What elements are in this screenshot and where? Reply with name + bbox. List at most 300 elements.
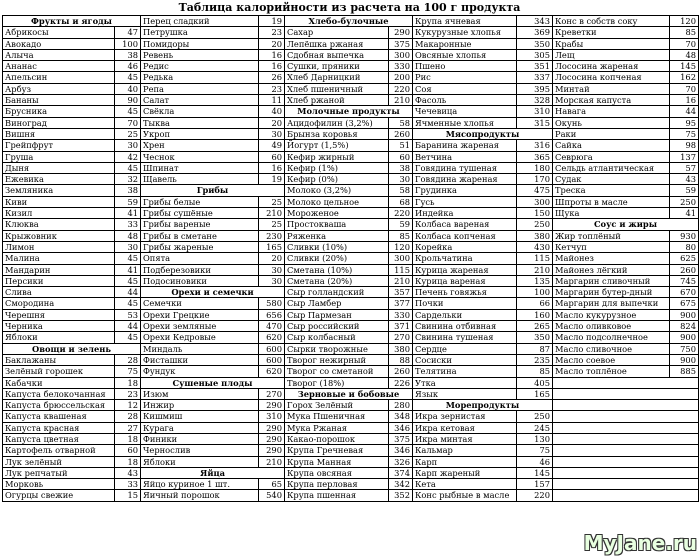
product-name: Яичный порошок	[141, 490, 259, 501]
product-name: Опята	[141, 253, 259, 264]
calorie-value: 675	[670, 298, 699, 309]
calorie-value: 310	[517, 106, 553, 117]
calorie-value: 290	[259, 422, 285, 433]
product-name: Хлеб ржаной	[285, 95, 389, 106]
product-name: Масло подсолнечное	[553, 332, 670, 343]
calorie-value: 220	[517, 490, 553, 501]
product-name: Хлеб пшеничный	[285, 83, 389, 94]
calorie-value: 342	[389, 479, 413, 490]
calorie-value: 25	[115, 128, 141, 139]
calorie-value: 32	[115, 174, 141, 185]
calorie-value: 33	[115, 479, 141, 490]
table-row	[3, 354, 699, 365]
calorie-value: 25	[259, 219, 285, 230]
section-header: Фрукты и ягоды	[3, 16, 141, 27]
calorie-value: 60	[115, 445, 141, 456]
product-name: Сыр российский	[285, 321, 389, 332]
product-name: Ветчина	[413, 151, 517, 162]
calorie-value: 11	[259, 95, 285, 106]
calorie-value: 350	[517, 38, 553, 49]
calorie-value: 60	[259, 151, 285, 162]
calorie-value: 145	[670, 61, 699, 72]
product-name: Сливки (20%)	[285, 253, 389, 264]
empty-cell	[553, 490, 699, 501]
calorie-value: 30	[115, 140, 141, 151]
calorie-value: 160	[517, 309, 553, 320]
product-name: Инжир	[141, 400, 259, 411]
product-name: Утка	[413, 377, 517, 388]
section-header: Орехи и семечки	[141, 287, 285, 298]
product-name: Огурцы свежие	[3, 490, 115, 501]
product-name: Молоко (3,2%)	[285, 185, 389, 196]
product-name: Картофель отварной	[3, 445, 115, 456]
product-name: Капуста брюссельская	[3, 400, 115, 411]
product-name: Орехи Кедровые	[141, 332, 259, 343]
product-name: Кефир (0%)	[285, 174, 389, 185]
calorie-value: 41	[115, 264, 141, 275]
product-name: Свёкла	[141, 106, 259, 117]
calorie-value: 41	[670, 208, 699, 219]
calorie-value: 350	[517, 332, 553, 343]
product-name: Овсяные хлопья	[413, 49, 517, 60]
product-name: Сайка	[553, 140, 670, 151]
product-name: Жир топлёный	[553, 230, 670, 241]
product-name: Щавель	[141, 174, 259, 185]
table-row	[3, 433, 699, 444]
calorie-value: 290	[259, 445, 285, 456]
product-name: Говядина тушеная	[413, 162, 517, 173]
calorie-value: 33	[115, 219, 141, 230]
product-name: Творог со сметаной	[285, 366, 389, 377]
table-row	[3, 253, 699, 264]
calorie-value: 315	[517, 117, 553, 128]
table-row	[3, 185, 699, 196]
product-name: Капуста красная	[3, 422, 115, 433]
calorie-value: 540	[259, 490, 285, 501]
product-name: Земляника	[3, 185, 115, 196]
product-name: Горох Зелёный	[285, 400, 389, 411]
calorie-value: 330	[389, 61, 413, 72]
calorie-value: 250	[517, 219, 553, 230]
product-name: Навага	[553, 106, 670, 117]
product-name: Хрен	[141, 140, 259, 151]
calorie-value: 47	[115, 27, 141, 38]
calorie-value: 374	[389, 467, 413, 478]
calorie-value: 70	[670, 83, 699, 94]
calorie-value: 300	[517, 196, 553, 207]
product-name: Ананас	[3, 61, 115, 72]
calorie-value: 90	[115, 95, 141, 106]
calorie-value: 45	[115, 106, 141, 117]
product-name: Виноград	[3, 117, 115, 128]
calorie-value: 351	[517, 61, 553, 72]
calorie-value: 824	[670, 321, 699, 332]
calorie-value: 157	[517, 479, 553, 490]
empty-cell	[553, 445, 699, 456]
table-row	[3, 456, 699, 467]
calorie-value: 95	[670, 117, 699, 128]
product-name: Лук репчатый	[3, 467, 115, 478]
product-name: Капуста квашеная	[3, 411, 115, 422]
table-row	[3, 490, 699, 501]
calorie-value: 26	[259, 72, 285, 83]
calorie-value: 328	[517, 95, 553, 106]
calorie-value: 145	[517, 467, 553, 478]
product-name: Брусника	[3, 106, 115, 117]
calorie-value: 220	[389, 208, 413, 219]
calorie-value: 170	[517, 174, 553, 185]
section-header: Соус и жиры	[553, 219, 699, 230]
table-row	[3, 321, 699, 332]
product-name: Подосиновики	[141, 275, 259, 286]
section-header: Яйца	[141, 467, 285, 478]
calorie-value: 100	[115, 38, 141, 49]
product-name: Грибы вареные	[141, 219, 259, 230]
calorie-value: 48	[670, 49, 699, 60]
calorie-value: 310	[259, 411, 285, 422]
product-name: Печень говяжья	[413, 287, 517, 298]
product-name: Кетчуп	[553, 241, 670, 252]
product-name: Финики	[141, 433, 259, 444]
product-name: Грибы белые	[141, 196, 259, 207]
product-name: Мандарин	[3, 264, 115, 275]
calorie-value: 250	[670, 196, 699, 207]
product-name: Гусь	[413, 196, 517, 207]
calorie-value: 900	[670, 354, 699, 365]
product-name: Яблоки	[3, 332, 115, 343]
calorie-value: 23	[259, 83, 285, 94]
table-row	[3, 298, 699, 309]
calorie-value: 30	[259, 275, 285, 286]
table-row	[3, 61, 699, 72]
product-name: Смородина	[3, 298, 115, 309]
product-name: Сыр колбасный	[285, 332, 389, 343]
calorie-value: 210	[389, 95, 413, 106]
calorie-value: 45	[115, 298, 141, 309]
product-name: Сдобная выпечка	[285, 49, 389, 60]
product-name: Капуста белокочанная	[3, 388, 115, 399]
product-name: Фундук	[141, 366, 259, 377]
calorie-value: 19	[259, 16, 285, 27]
product-name: Телятина	[413, 366, 517, 377]
product-name: Ежевика	[3, 174, 115, 185]
calorie-value: 235	[517, 354, 553, 365]
product-name: Сырки творожные	[285, 343, 389, 354]
empty-cell	[553, 422, 699, 433]
calorie-value: 260	[389, 366, 413, 377]
product-name: Апельсин	[3, 72, 115, 83]
product-name: Черника	[3, 321, 115, 332]
calorie-value: 44	[115, 287, 141, 298]
calorie-value: 300	[389, 253, 413, 264]
calorie-value: 16	[670, 95, 699, 106]
calorie-value: 375	[389, 433, 413, 444]
product-name: Лук зелёный	[3, 456, 115, 467]
table-row	[3, 95, 699, 106]
product-name: Курица вареная	[413, 275, 517, 286]
calorie-value: 75	[115, 366, 141, 377]
calorie-value: 150	[517, 208, 553, 219]
product-name: Ячменные хлопья	[413, 117, 517, 128]
product-name: Сыр голландский	[285, 287, 389, 298]
table-row	[3, 388, 699, 399]
section-header: Сушеные плоды	[141, 377, 285, 388]
calorie-value: 59	[115, 196, 141, 207]
product-name: Грудинка	[413, 185, 517, 196]
calorie-value: 210	[389, 275, 413, 286]
section-header: Молочные продукты	[285, 106, 413, 117]
calorie-value: 165	[259, 241, 285, 252]
product-name: Сметана (20%)	[285, 275, 389, 286]
calorie-value: 23	[259, 27, 285, 38]
empty-cell	[553, 433, 699, 444]
table-row	[3, 83, 699, 94]
calorie-value: 42	[115, 151, 141, 162]
calorie-value: 137	[670, 151, 699, 162]
calorie-value: 58	[389, 117, 413, 128]
product-name: Сливки (10%)	[285, 241, 389, 252]
table-row	[3, 128, 699, 139]
product-name: Раки	[553, 128, 670, 139]
product-name: Лососина копченая	[553, 72, 670, 83]
table-row	[3, 196, 699, 207]
calorie-value: 30	[259, 128, 285, 139]
product-name: Вишня	[3, 128, 115, 139]
product-name: Макаронные	[413, 38, 517, 49]
calorie-value: 280	[389, 400, 413, 411]
product-name: Курага	[141, 422, 259, 433]
table-row	[3, 479, 699, 490]
calorie-value: 59	[670, 185, 699, 196]
table-row	[3, 241, 699, 252]
product-name: Авокадо	[3, 38, 115, 49]
calorie-value: 656	[259, 309, 285, 320]
calorie-value: 290	[259, 433, 285, 444]
calorie-value: 43	[670, 174, 699, 185]
calorie-value: 245	[517, 422, 553, 433]
calorie-value: 165	[517, 388, 553, 399]
product-name: Конс в собств соку	[553, 16, 670, 27]
calorie-value: 375	[389, 38, 413, 49]
product-name: Грибы в сметане	[141, 230, 259, 241]
calorie-value: 45	[115, 72, 141, 83]
calorie-value: 305	[517, 49, 553, 60]
table-row	[3, 264, 699, 275]
product-name: Лепёшка ржаная	[285, 38, 389, 49]
product-name: Колбаса копченая	[413, 230, 517, 241]
product-name: Кукурузные хлопья	[413, 27, 517, 38]
product-name: Арбуз	[3, 83, 115, 94]
product-name: Морковь	[3, 479, 115, 490]
product-name: Груша	[3, 151, 115, 162]
calorie-value: 45	[115, 253, 141, 264]
table-row	[3, 377, 699, 388]
product-name: Слива	[3, 287, 115, 298]
product-name: Хлеб Дарницкий	[285, 72, 389, 83]
product-name: Карп жареный	[413, 467, 517, 478]
product-name: Свинина тушеная	[413, 332, 517, 343]
calorie-value: 352	[389, 490, 413, 501]
calorie-value: 75	[517, 445, 553, 456]
calorie-value: 260	[389, 128, 413, 139]
calorie-value: 210	[259, 208, 285, 219]
product-name: Подберезовики	[141, 264, 259, 275]
table-row	[3, 106, 699, 117]
calorie-value: 38	[389, 162, 413, 173]
calorie-value: 430	[517, 241, 553, 252]
calorie-value: 930	[670, 230, 699, 241]
calorie-value: 58	[389, 185, 413, 196]
table-body	[3, 16, 699, 502]
product-name: Судак	[553, 174, 670, 185]
calorie-value: 330	[389, 309, 413, 320]
calorie-value: 75	[670, 128, 699, 139]
calorie-value: 15	[115, 490, 141, 501]
product-name: Морская капуста	[553, 95, 670, 106]
calorie-value: 98	[670, 140, 699, 151]
product-name: Сардельки	[413, 309, 517, 320]
calorie-value: 260	[670, 264, 699, 275]
product-name: Баклажаны	[3, 354, 115, 365]
product-name: Масло оливковое	[553, 321, 670, 332]
product-name: Крупа пшенная	[285, 490, 389, 501]
product-name: Кальмар	[413, 445, 517, 456]
calorie-value: 115	[517, 253, 553, 264]
calorie-value: 580	[259, 298, 285, 309]
calorie-value: 620	[259, 332, 285, 343]
calorie-value: 900	[670, 332, 699, 343]
table-row	[3, 151, 699, 162]
product-name: Брынза коровья	[285, 128, 389, 139]
calorie-value: 48	[115, 230, 141, 241]
product-name: Фасоль	[413, 95, 517, 106]
section-header: Хлебо-булочные	[285, 16, 413, 27]
calorie-value: 200	[389, 72, 413, 83]
calorie-value: 270	[389, 332, 413, 343]
calorie-value: 210	[517, 264, 553, 275]
calorie-value: 23	[115, 388, 141, 399]
product-name: Треска	[553, 185, 670, 196]
product-name: Кефир жирный	[285, 151, 389, 162]
table-row	[3, 343, 699, 354]
product-name: Мука Пшеничная	[285, 411, 389, 422]
product-name: Рис	[413, 72, 517, 83]
product-name: Крольчатина	[413, 253, 517, 264]
product-name: Сушки, пряники	[285, 61, 389, 72]
product-name: Свинина отбивная	[413, 321, 517, 332]
calorie-value: 346	[389, 422, 413, 433]
calorie-value: 115	[389, 264, 413, 275]
product-name: Малина	[3, 253, 115, 264]
calorie-value: 371	[389, 321, 413, 332]
calorie-value: 135	[517, 275, 553, 286]
product-name: Говядина жареная	[413, 174, 517, 185]
table-row	[3, 72, 699, 83]
product-name: Маргарин бутер-дный	[553, 287, 670, 298]
calorie-value: 30	[115, 241, 141, 252]
calorie-value: 87	[517, 343, 553, 354]
empty-cell	[553, 400, 699, 411]
product-name: Крупа перловая	[285, 479, 389, 490]
product-name: Сметана (10%)	[285, 264, 389, 275]
calorie-value: 28	[115, 411, 141, 422]
calorie-value: 30	[259, 264, 285, 275]
calorie-value: 100	[517, 287, 553, 298]
table-row	[3, 332, 699, 343]
calorie-value: 65	[259, 479, 285, 490]
calorie-value: 210	[259, 456, 285, 467]
table-row	[3, 445, 699, 456]
calorie-value: 18	[115, 377, 141, 388]
section-header: Зерновые и бобовые	[285, 388, 413, 399]
calorie-value: 226	[389, 377, 413, 388]
empty-cell	[553, 456, 699, 467]
product-name: Креветки	[553, 27, 670, 38]
product-name: Мороженое	[285, 208, 389, 219]
calorie-value: 28	[115, 354, 141, 365]
calorie-value: 670	[670, 287, 699, 298]
table-row	[3, 162, 699, 173]
calorie-value: 45	[115, 275, 141, 286]
product-name: Щука	[553, 208, 670, 219]
section-header: Мясопродукты	[413, 128, 553, 139]
product-name: Карп	[413, 456, 517, 467]
table-row	[3, 16, 699, 27]
table-row	[3, 275, 699, 286]
calorie-value: 162	[670, 72, 699, 83]
calorie-value: 44	[115, 321, 141, 332]
calorie-value: 300	[389, 49, 413, 60]
calorie-value: 46	[115, 61, 141, 72]
calorie-value: 365	[517, 151, 553, 162]
empty-cell	[553, 377, 699, 388]
product-name: Севрюга	[553, 151, 670, 162]
calorie-value: 346	[389, 445, 413, 456]
product-name: Шпинат	[141, 162, 259, 173]
product-name: Икра кетовая	[413, 422, 517, 433]
product-name: Курица жареная	[413, 264, 517, 275]
product-name: Репа	[141, 83, 259, 94]
calorie-value: 369	[517, 27, 553, 38]
product-name: Лососина жареная	[553, 61, 670, 72]
product-name: Бананы	[3, 95, 115, 106]
calorie-value: 70	[670, 38, 699, 49]
empty-cell	[553, 479, 699, 490]
table-row	[3, 422, 699, 433]
calorie-value: 40	[259, 106, 285, 117]
calorie-value: 348	[389, 411, 413, 422]
product-name: Крупа Гречневая	[285, 445, 389, 456]
product-name: Салат	[141, 95, 259, 106]
calorie-value: 27	[115, 422, 141, 433]
calorie-value: 60	[389, 151, 413, 162]
product-name: Лещ	[553, 49, 670, 60]
table-row	[3, 400, 699, 411]
calorie-value: 290	[259, 400, 285, 411]
product-name: Майонез	[553, 253, 670, 264]
calorie-value: 46	[517, 456, 553, 467]
calorie-value: 80	[670, 241, 699, 252]
calorie-value: 70	[115, 117, 141, 128]
calorie-value: 85	[389, 230, 413, 241]
calorie-value: 40	[115, 83, 141, 94]
calorie-value: 395	[517, 83, 553, 94]
calorie-value: 745	[670, 275, 699, 286]
table-row	[3, 174, 699, 185]
product-name: Яйцо куриное 1 шт.	[141, 479, 259, 490]
product-name: Ряженка	[285, 230, 389, 241]
calorie-value: 20	[259, 117, 285, 128]
